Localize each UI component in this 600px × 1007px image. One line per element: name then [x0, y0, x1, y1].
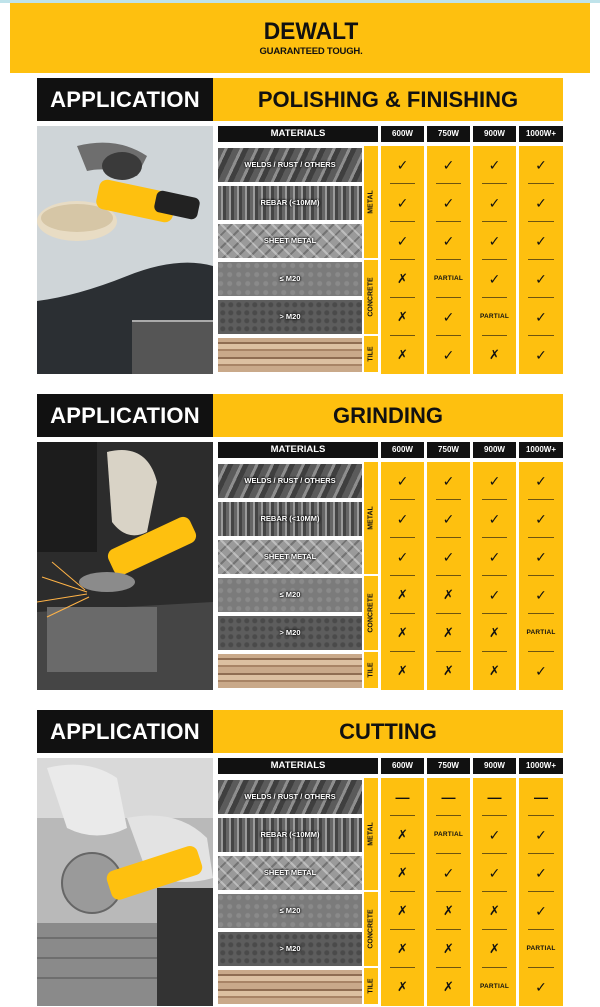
material-concrete-m20-or-less: ≤ M20: [218, 894, 362, 928]
wattage-header: 600W: [381, 758, 424, 774]
wattage-column: [381, 146, 424, 374]
compatibility-cell: [519, 576, 563, 614]
compatibility-cell: [427, 854, 470, 892]
compatibility-cell: [427, 778, 470, 816]
wattage-header: 1000W+: [519, 442, 563, 458]
compatibility-value: PARTIAL: [433, 275, 464, 282]
compatibility-cell: [473, 222, 516, 260]
category-text: CONCRETE: [367, 593, 375, 633]
compatibility-value: ✓: [488, 195, 501, 211]
compatibility-cell: [381, 462, 424, 500]
section-grinding: [37, 394, 563, 691]
compatibility-value: ✓: [442, 549, 455, 565]
compatibility-cell: [427, 146, 470, 184]
wattage-header: 1000W+: [519, 758, 563, 774]
material-concrete-over-m20: > M20: [218, 300, 362, 334]
compatibility-value: ✓: [396, 511, 409, 527]
compatibility-value: ✗: [443, 903, 454, 918]
compatibility-cell: [381, 336, 424, 374]
material-welds-rust-others: WELDS / RUST / OTHERS: [218, 148, 362, 182]
compatibility-value: ✓: [488, 473, 501, 489]
compatibility-value: ✗: [489, 903, 500, 918]
compatibility-cell: [427, 930, 470, 968]
compatibility-cell: [519, 968, 563, 1006]
compatibility-value: ✓: [396, 549, 409, 565]
compatibility-cell: [473, 500, 516, 538]
compatibility-cell: [519, 184, 563, 222]
compatibility-value: ✓: [535, 271, 547, 287]
compatibility-cell: [519, 462, 563, 500]
application-label: APPLICATION: [37, 710, 213, 753]
compatibility-value: ✗: [397, 903, 408, 918]
application-label: APPLICATION: [37, 78, 213, 121]
compatibility-cell: [381, 298, 424, 336]
wattage-column: [427, 462, 470, 690]
compatibility-cell: [473, 336, 516, 374]
compatibility-value: ✓: [442, 309, 455, 325]
category-label: [364, 146, 378, 258]
compatibility-cell: [381, 576, 424, 614]
compatibility-cell: [473, 968, 516, 1006]
compatibility-cell: [519, 892, 563, 930]
compatibility-cell: [427, 184, 470, 222]
compatibility-cell: [519, 260, 563, 298]
compatibility-cell: [473, 778, 516, 816]
application-title: GRINDING: [213, 394, 563, 437]
compatibility-value: ✓: [535, 663, 547, 679]
category-label: [364, 462, 378, 574]
compatibility-cell: [473, 614, 516, 652]
category-text: TILE: [367, 978, 375, 994]
compatibility-cell: [427, 260, 470, 298]
compatibility-value: ✗: [397, 347, 408, 362]
material-rebar: REBAR (<10MM): [218, 186, 362, 220]
compatibility-value: ✓: [535, 195, 547, 211]
compatibility-cell: [473, 576, 516, 614]
compatibility-cell: [519, 336, 563, 374]
compatibility-value: ✓: [396, 233, 409, 249]
compatibility-value: ✗: [397, 309, 408, 324]
category-text: TILE: [367, 346, 375, 362]
compatibility-value: ✗: [397, 271, 408, 286]
wattage-column: [473, 462, 516, 690]
category-label: [364, 652, 378, 688]
compatibility-cell: [519, 652, 563, 690]
compatibility-value: ✓: [442, 157, 455, 173]
compatibility-value: ✓: [488, 157, 501, 173]
wattage-header: 900W: [473, 442, 516, 458]
compatibility-value: ✓: [535, 827, 547, 843]
wattage-column: [427, 146, 470, 374]
wattage-header: 900W: [473, 758, 516, 774]
compatibility-cell: [427, 816, 470, 854]
compatibility-value: ✓: [442, 865, 455, 881]
compatibility-value: PARTIAL: [526, 629, 556, 636]
compatibility-cell: [519, 816, 563, 854]
compatibility-value: ✓: [535, 549, 547, 565]
material-sheet-metal: SHEET METAL: [218, 224, 362, 258]
material-concrete-m20-or-less: ≤ M20: [218, 262, 362, 296]
compatibility-value: PARTIAL: [433, 831, 464, 838]
compatibility-value: ✓: [535, 979, 547, 995]
compatibility-value: ✓: [488, 271, 501, 287]
compatibility-cell: [381, 854, 424, 892]
wattage-column: [427, 778, 470, 1006]
compatibility-cell: [473, 298, 516, 336]
section-polishing-finishing: [37, 78, 563, 375]
compatibility-cell: [381, 968, 424, 1006]
compatibility-cell: [473, 816, 516, 854]
compatibility-cell: [473, 930, 516, 968]
category-text: TILE: [367, 662, 375, 678]
section-cutting: [37, 710, 563, 1007]
compatibility-cell: [381, 260, 424, 298]
compatibility-value: ✓: [535, 865, 547, 881]
compatibility-cell: [427, 336, 470, 374]
compatibility-value: ✗: [443, 941, 454, 956]
compatibility-cell: [381, 146, 424, 184]
compatibility-value: —: [534, 789, 548, 805]
compatibility-value: ✓: [535, 233, 547, 249]
compatibility-cell: [427, 500, 470, 538]
materials-header: MATERIALS: [218, 442, 378, 458]
compatibility-cell: [427, 462, 470, 500]
compatibility-value: PARTIAL: [526, 945, 556, 952]
material-sheet-metal: SHEET METAL: [218, 856, 362, 890]
wattage-header: 1000W+: [519, 126, 563, 142]
compatibility-cell: [427, 298, 470, 336]
category-text: CONCRETE: [367, 909, 375, 949]
materials-header: MATERIALS: [218, 126, 378, 142]
wattage-header: 600W: [381, 126, 424, 142]
material-sheet-metal: SHEET METAL: [218, 540, 362, 574]
wattage-column: [519, 146, 563, 374]
category-text: METAL: [367, 506, 375, 530]
compatibility-value: ✗: [397, 625, 408, 640]
compatibility-value: ✗: [443, 979, 454, 994]
compatibility-value: ✓: [535, 347, 547, 363]
compatibility-value: ✓: [442, 195, 455, 211]
compatibility-value: ✓: [488, 827, 501, 843]
compatibility-value: ✓: [442, 473, 455, 489]
compatibility-cell: [519, 298, 563, 336]
compatibility-cell: [473, 538, 516, 576]
compatibility-value: —: [487, 789, 502, 805]
compatibility-value: ✓: [396, 473, 409, 489]
compatibility-cell: [519, 778, 563, 816]
category-text: METAL: [367, 190, 375, 214]
material-tile: [218, 338, 362, 372]
compatibility-cell: [381, 614, 424, 652]
compatibility-cell: [427, 222, 470, 260]
category-text: CONCRETE: [367, 277, 375, 317]
material-rebar: REBAR (<10MM): [218, 818, 362, 852]
compatibility-cell: [473, 260, 516, 298]
compatibility-value: PARTIAL: [479, 313, 510, 320]
category-label: [364, 336, 378, 372]
wattage-header: 600W: [381, 442, 424, 458]
compatibility-cell: [519, 930, 563, 968]
compatibility-value: ✓: [535, 903, 547, 919]
compatibility-value: ✓: [488, 511, 501, 527]
material-concrete-over-m20: > M20: [218, 932, 362, 966]
compatibility-value: ✓: [535, 473, 547, 489]
brand-tagline: GUARANTEED TOUGH.: [259, 46, 363, 57]
compatibility-cell: [381, 538, 424, 576]
compatibility-value: ✗: [443, 587, 454, 602]
compatibility-cell: [473, 184, 516, 222]
compatibility-cell: [427, 652, 470, 690]
wattage-column: [473, 778, 516, 1006]
material-concrete-m20-or-less: ≤ M20: [218, 578, 362, 612]
compatibility-cell: [381, 778, 424, 816]
material-tile: [218, 654, 362, 688]
compatibility-value: PARTIAL: [479, 983, 510, 990]
wattage-column: [519, 462, 563, 690]
compatibility-cell: [381, 652, 424, 690]
application-title: CUTTING: [213, 710, 563, 753]
materials-header: MATERIALS: [218, 758, 378, 774]
compatibility-cell: [473, 146, 516, 184]
compatibility-cell: [519, 146, 563, 184]
wattage-column: [381, 462, 424, 690]
compatibility-cell: [473, 462, 516, 500]
compatibility-value: ✓: [488, 865, 501, 881]
application-photo: [37, 758, 213, 1006]
compatibility-cell: [519, 222, 563, 260]
material-rebar: REBAR (<10MM): [218, 502, 362, 536]
material-tile: [218, 970, 362, 1004]
compatibility-value: ✓: [442, 233, 455, 249]
compatibility-cell: [427, 538, 470, 576]
compatibility-value: ✓: [488, 549, 501, 565]
compatibility-cell: [427, 892, 470, 930]
compatibility-cell: [381, 184, 424, 222]
dewalt-logo: [256, 18, 366, 62]
compatibility-value: ✓: [442, 511, 455, 527]
category-label: [364, 576, 378, 650]
wattage-header: 750W: [427, 126, 470, 142]
compatibility-value: ✓: [488, 587, 501, 603]
compatibility-value: —: [441, 789, 456, 805]
compatibility-cell: [519, 500, 563, 538]
category-label: [364, 968, 378, 1004]
compatibility-value: ✗: [397, 587, 408, 602]
compatibility-cell: [427, 614, 470, 652]
brand-name: DEWALT: [263, 18, 359, 45]
compatibility-cell: [519, 854, 563, 892]
wattage-header: 750W: [427, 442, 470, 458]
brand-header: [10, 3, 590, 73]
compatibility-value: ✗: [489, 941, 500, 956]
compatibility-value: ✓: [442, 347, 455, 363]
compatibility-value: ✓: [535, 511, 547, 527]
compatibility-value: ✗: [489, 663, 500, 678]
wattage-column: [519, 778, 563, 1006]
compatibility-value: ✗: [397, 979, 408, 994]
compatibility-cell: [473, 854, 516, 892]
compatibility-value: ✗: [397, 865, 408, 880]
wattage-column: [381, 778, 424, 1006]
compatibility-cell: [519, 538, 563, 576]
compatibility-cell: [381, 892, 424, 930]
compatibility-cell: [381, 816, 424, 854]
material-welds-rust-others: WELDS / RUST / OTHERS: [218, 780, 362, 814]
material-concrete-over-m20: > M20: [218, 616, 362, 650]
compatibility-cell: [473, 892, 516, 930]
compatibility-cell: [381, 500, 424, 538]
material-welds-rust-others: WELDS / RUST / OTHERS: [218, 464, 362, 498]
wattage-column: [473, 146, 516, 374]
compatibility-cell: [381, 930, 424, 968]
compatibility-value: —: [395, 789, 410, 805]
compatibility-cell: [427, 968, 470, 1006]
compatibility-value: ✓: [535, 157, 547, 173]
compatibility-cell: [519, 614, 563, 652]
category-label: [364, 778, 378, 890]
compatibility-value: ✗: [397, 827, 408, 842]
compatibility-value: ✗: [443, 625, 454, 640]
category-label: [364, 260, 378, 334]
compatibility-value: ✓: [488, 233, 501, 249]
compatibility-cell: [473, 652, 516, 690]
compatibility-value: ✗: [397, 941, 408, 956]
compatibility-value: ✗: [443, 663, 454, 678]
application-photo: [37, 126, 213, 374]
category-text: METAL: [367, 822, 375, 846]
compatibility-value: ✓: [396, 195, 409, 211]
compatibility-value: ✓: [535, 587, 547, 603]
compatibility-cell: [381, 222, 424, 260]
compatibility-value: ✓: [535, 309, 547, 325]
compatibility-value: ✓: [396, 157, 409, 173]
application-photo: [37, 442, 213, 690]
wattage-header: 900W: [473, 126, 516, 142]
application-label: APPLICATION: [37, 394, 213, 437]
compatibility-cell: [427, 576, 470, 614]
compatibility-value: ✗: [489, 625, 500, 640]
compatibility-value: ✗: [397, 663, 408, 678]
category-label: [364, 892, 378, 966]
compatibility-value: ✗: [489, 347, 500, 362]
wattage-header: 750W: [427, 758, 470, 774]
application-title: POLISHING & FINISHING: [213, 78, 563, 121]
